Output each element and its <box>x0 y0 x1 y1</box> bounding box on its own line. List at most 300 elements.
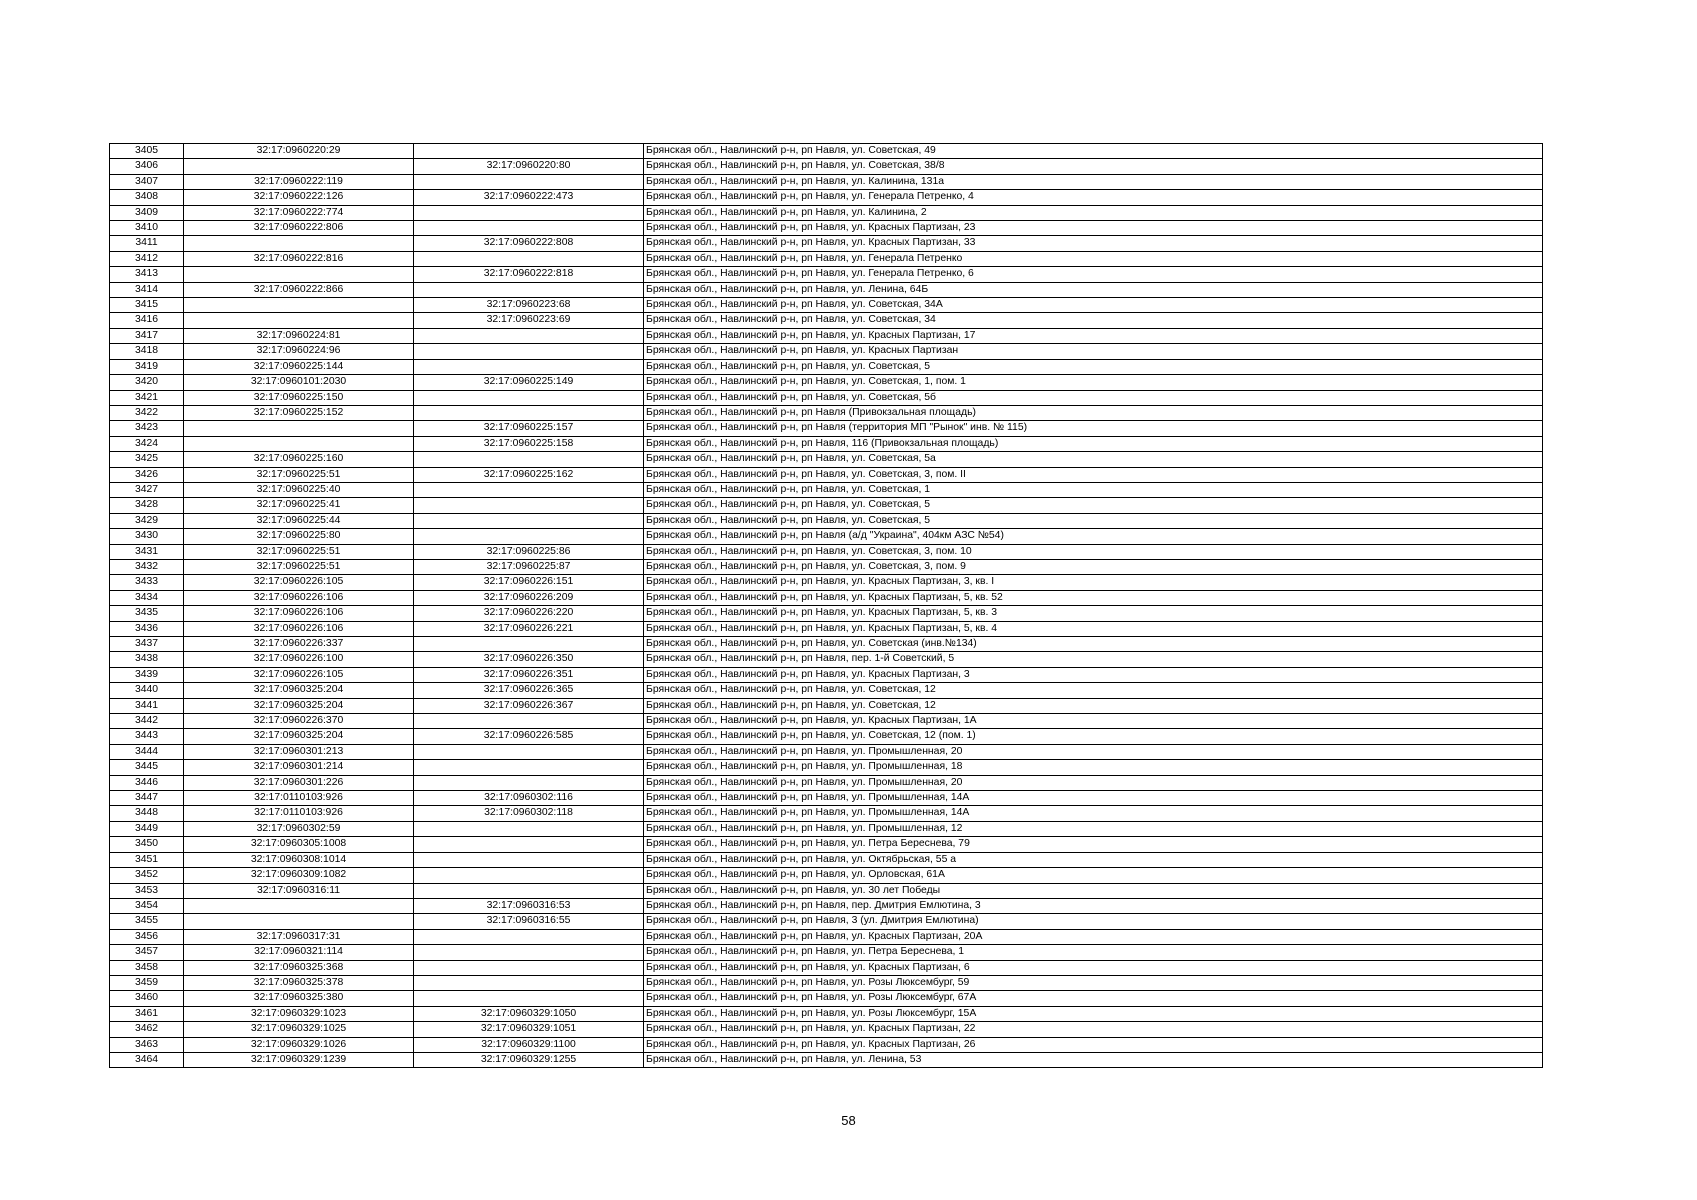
table-row <box>110 375 1543 390</box>
table-row <box>110 652 1543 667</box>
address-cell: Брянская обл., Навлинский р-н, рп Навля, ул. Орловская, 61А <box>644 868 1543 883</box>
row-number-cell: 3426 <box>110 467 184 482</box>
address-cell: Брянская обл., Навлинский р-н, рп Навля, ул. Генерала Петренко, 6 <box>644 267 1543 282</box>
row-number-cell: 3432 <box>110 559 184 574</box>
address-cell: Брянская обл., Навлинский р-н, рп Навля, ул. Советская, 1, пом. 1 <box>644 375 1543 390</box>
address-cell: Брянская обл., Навлинский р-н, рп Навля, ул. Советская, 5 <box>644 513 1543 528</box>
row-number-cell: 3421 <box>110 390 184 405</box>
row-number-cell: 3405 <box>110 144 184 159</box>
cadastral-number-cell <box>184 436 414 451</box>
row-number-cell: 3446 <box>110 775 184 790</box>
table-row <box>110 698 1543 713</box>
cadastral-number-cell: 32:17:0960226:105 <box>184 667 414 682</box>
linked-cadastral-number-cell <box>414 945 644 960</box>
address-cell: Брянская обл., Навлинский р-н, рп Навля, ул. Генерала Петренко <box>644 251 1543 266</box>
cadastral-number-cell: 32:17:0960222:816 <box>184 251 414 266</box>
address-cell: Брянская обл., Навлинский р-н, рп Навля, ул. Красных Партизан <box>644 344 1543 359</box>
table-row <box>110 806 1543 821</box>
linked-cadastral-number-cell <box>414 960 644 975</box>
cadastral-number-cell: 32:17:0960224:81 <box>184 328 414 343</box>
row-number-cell: 3463 <box>110 1037 184 1052</box>
table-row <box>110 775 1543 790</box>
address-cell: Брянская обл., Навлинский р-н, рп Навля, ул. Красных Партизан, 17 <box>644 328 1543 343</box>
table-row <box>110 421 1543 436</box>
table-row <box>110 174 1543 189</box>
cadastral-number-cell: 32:17:0960225:51 <box>184 544 414 559</box>
table-row <box>110 683 1543 698</box>
address-cell: Брянская обл., Навлинский р-н, рп Навля, ул. Калинина, 131а <box>644 174 1543 189</box>
address-cell: Брянская обл., Навлинский р-н, рп Навля, ул. Красных Партизан, 33 <box>644 236 1543 251</box>
table-row <box>110 714 1543 729</box>
row-number-cell: 3456 <box>110 929 184 944</box>
row-number-cell: 3429 <box>110 513 184 528</box>
address-cell: Брянская обл., Навлинский р-н, рп Навля, ул. Красных Партизан, 5, кв. 4 <box>644 621 1543 636</box>
cadastral-number-cell: 32:17:0110103:926 <box>184 791 414 806</box>
cadastral-number-cell: 32:17:0960226:370 <box>184 714 414 729</box>
cadastral-number-cell <box>184 236 414 251</box>
table-row <box>110 991 1543 1006</box>
linked-cadastral-number-cell: 32:17:0960223:68 <box>414 298 644 313</box>
linked-cadastral-number-cell: 32:17:0960225:157 <box>414 421 644 436</box>
address-cell: Брянская обл., Навлинский р-н, рп Навля (Привокзальная площадь) <box>644 405 1543 420</box>
table-row <box>110 744 1543 759</box>
table-row <box>110 282 1543 297</box>
row-number-cell: 3455 <box>110 914 184 929</box>
linked-cadastral-number-cell: 32:17:0960225:162 <box>414 467 644 482</box>
linked-cadastral-number-cell <box>414 991 644 1006</box>
linked-cadastral-number-cell: 32:17:0960329:1051 <box>414 1022 644 1037</box>
table-row <box>110 606 1543 621</box>
cadastral-number-cell: 32:17:0960301:214 <box>184 760 414 775</box>
cadastral-number-cell: 32:17:0960225:44 <box>184 513 414 528</box>
linked-cadastral-number-cell <box>414 221 644 236</box>
cadastral-number-cell <box>184 298 414 313</box>
address-cell: Брянская обл., Навлинский р-н, рп Навля, ул. Розы Люксембург, 15А <box>644 1006 1543 1021</box>
cadastral-number-cell: 32:17:0960325:204 <box>184 729 414 744</box>
table-row <box>110 359 1543 374</box>
linked-cadastral-number-cell: 32:17:0960226:350 <box>414 652 644 667</box>
cadastral-number-cell: 32:17:0960225:152 <box>184 405 414 420</box>
address-cell: Брянская обл., Навлинский р-н, рп Навля, 116 (Привокзальная площадь) <box>644 436 1543 451</box>
address-cell: Брянская обл., Навлинский р-н, рп Навля, ул. Советская, 12 <box>644 698 1543 713</box>
table-row <box>110 190 1543 205</box>
address-cell: Брянская обл., Навлинский р-н, рп Навля, ул. Промышленная, 20 <box>644 744 1543 759</box>
row-number-cell: 3420 <box>110 375 184 390</box>
linked-cadastral-number-cell <box>414 359 644 374</box>
cadastral-number-cell: 32:17:0960225:80 <box>184 529 414 544</box>
row-number-cell: 3445 <box>110 760 184 775</box>
table-row <box>110 975 1543 990</box>
row-number-cell: 3412 <box>110 251 184 266</box>
cadastral-number-cell: 32:17:0960302:59 <box>184 821 414 836</box>
table-row <box>110 144 1543 159</box>
address-cell: Брянская обл., Навлинский р-н, рп Навля, ул. Красных Партизан, 6 <box>644 960 1543 975</box>
linked-cadastral-number-cell <box>414 282 644 297</box>
table-row <box>110 898 1543 913</box>
address-cell: Брянская обл., Навлинский р-н, рп Навля, ул. Советская, 34 <box>644 313 1543 328</box>
cadastral-number-cell: 32:17:0960222:866 <box>184 282 414 297</box>
cadastral-number-cell: 32:17:0960308:1014 <box>184 852 414 867</box>
address-cell: Брянская обл., Навлинский р-н, рп Навля, ул. Советская, 3, пом. 10 <box>644 544 1543 559</box>
row-number-cell: 3437 <box>110 637 184 652</box>
table-row <box>110 236 1543 251</box>
table-row <box>110 221 1543 236</box>
table-row <box>110 760 1543 775</box>
address-cell: Брянская обл., Навлинский р-н, рп Навля, ул. Советская, 5 <box>644 498 1543 513</box>
row-number-cell: 3417 <box>110 328 184 343</box>
linked-cadastral-number-cell: 32:17:0960329:1100 <box>414 1037 644 1052</box>
linked-cadastral-number-cell <box>414 405 644 420</box>
row-number-cell: 3462 <box>110 1022 184 1037</box>
table-row <box>110 1022 1543 1037</box>
table-row <box>110 298 1543 313</box>
address-cell: Брянская обл., Навлинский р-н, рп Навля, ул. Советская, 38/8 <box>644 159 1543 174</box>
address-cell: Брянская обл., Навлинский р-н, рп Навля, ул. Советская (инв.№134) <box>644 637 1543 652</box>
address-cell: Брянская обл., Навлинский р-н, рп Навля, ул. Петра Береснева, 1 <box>644 945 1543 960</box>
linked-cadastral-number-cell: 32:17:0960226:585 <box>414 729 644 744</box>
cadastral-number-cell <box>184 313 414 328</box>
row-number-cell: 3458 <box>110 960 184 975</box>
linked-cadastral-number-cell: 32:17:0960225:86 <box>414 544 644 559</box>
cadastral-number-cell: 32:17:0960101:2030 <box>184 375 414 390</box>
linked-cadastral-number-cell <box>414 852 644 867</box>
linked-cadastral-number-cell: 32:17:0960226:220 <box>414 606 644 621</box>
linked-cadastral-number-cell <box>414 868 644 883</box>
table-row <box>110 405 1543 420</box>
linked-cadastral-number-cell: 32:17:0960316:53 <box>414 898 644 913</box>
address-cell: Брянская обл., Навлинский р-н, рп Навля, ул. Петра Береснева, 79 <box>644 837 1543 852</box>
table-row <box>110 1052 1543 1067</box>
linked-cadastral-number-cell <box>414 205 644 220</box>
address-cell: Брянская обл., Навлинский р-н, рп Навля, ул. Советская, 12 (пом. 1) <box>644 729 1543 744</box>
row-number-cell: 3422 <box>110 405 184 420</box>
row-number-cell: 3438 <box>110 652 184 667</box>
address-cell: Брянская обл., Навлинский р-н, рп Навля, ул. Розы Люксембург, 67А <box>644 991 1543 1006</box>
cadastral-number-cell: 32:17:0960226:100 <box>184 652 414 667</box>
table-row <box>110 883 1543 898</box>
cadastral-number-cell: 32:17:0960225:150 <box>184 390 414 405</box>
address-cell: Брянская обл., Навлинский р-н, рп Навля, ул. Советская, 5а <box>644 452 1543 467</box>
table-row <box>110 791 1543 806</box>
row-number-cell: 3435 <box>110 606 184 621</box>
table-row <box>110 205 1543 220</box>
table-row <box>110 344 1543 359</box>
row-number-cell: 3457 <box>110 945 184 960</box>
table-row <box>110 267 1543 282</box>
linked-cadastral-number-cell <box>414 251 644 266</box>
property-registry-table <box>109 143 1543 1068</box>
table-row <box>110 729 1543 744</box>
cadastral-number-cell: 32:17:0960225:40 <box>184 482 414 497</box>
table-row <box>110 328 1543 343</box>
linked-cadastral-number-cell: 32:17:0960222:818 <box>414 267 644 282</box>
cadastral-number-cell: 32:17:0960329:1026 <box>184 1037 414 1052</box>
address-cell: Брянская обл., Навлинский р-н, рп Навля, ул. Советская, 3, пом. II <box>644 467 1543 482</box>
row-number-cell: 3454 <box>110 898 184 913</box>
cadastral-number-cell: 32:17:0960329:1023 <box>184 1006 414 1021</box>
table-row <box>110 945 1543 960</box>
table-row <box>110 621 1543 636</box>
cadastral-number-cell <box>184 267 414 282</box>
cadastral-number-cell: 32:17:0960325:378 <box>184 975 414 990</box>
cadastral-number-cell: 32:17:0960225:144 <box>184 359 414 374</box>
cadastral-number-cell: 32:17:0960317:31 <box>184 929 414 944</box>
cadastral-number-cell: 32:17:0960325:204 <box>184 683 414 698</box>
linked-cadastral-number-cell <box>414 929 644 944</box>
row-number-cell: 3427 <box>110 482 184 497</box>
address-cell: Брянская обл., Навлинский р-н, рп Навля, ул. Советская, 3, пом. 9 <box>644 559 1543 574</box>
cadastral-number-cell: 32:17:0960301:213 <box>184 744 414 759</box>
linked-cadastral-number-cell: 32:17:0960329:1255 <box>414 1052 644 1067</box>
row-number-cell: 3436 <box>110 621 184 636</box>
row-number-cell: 3450 <box>110 837 184 852</box>
table-row <box>110 914 1543 929</box>
row-number-cell: 3451 <box>110 852 184 867</box>
linked-cadastral-number-cell: 32:17:0960226:365 <box>414 683 644 698</box>
row-number-cell: 3442 <box>110 714 184 729</box>
row-number-cell: 3448 <box>110 806 184 821</box>
cadastral-number-cell: 32:17:0960220:29 <box>184 144 414 159</box>
cadastral-number-cell <box>184 159 414 174</box>
cadastral-number-cell <box>184 421 414 436</box>
address-cell: Брянская обл., Навлинский р-н, рп Навля, ул. Советская, 1 <box>644 482 1543 497</box>
linked-cadastral-number-cell <box>414 975 644 990</box>
row-number-cell: 3431 <box>110 544 184 559</box>
address-cell: Брянская обл., Навлинский р-н, рп Навля, ул. Октябрьская, 55 а <box>644 852 1543 867</box>
linked-cadastral-number-cell <box>414 821 644 836</box>
row-number-cell: 3408 <box>110 190 184 205</box>
table-row <box>110 498 1543 513</box>
row-number-cell: 3415 <box>110 298 184 313</box>
table-row <box>110 868 1543 883</box>
address-cell: Брянская обл., Навлинский р-н, рп Навля, пер. Дмитрия Емлютина, 3 <box>644 898 1543 913</box>
row-number-cell: 3413 <box>110 267 184 282</box>
cadastral-number-cell: 32:17:0960316:11 <box>184 883 414 898</box>
linked-cadastral-number-cell: 32:17:0960226:367 <box>414 698 644 713</box>
table-row <box>110 1006 1543 1021</box>
linked-cadastral-number-cell: 32:17:0960329:1050 <box>414 1006 644 1021</box>
cadastral-number-cell: 32:17:0960226:106 <box>184 621 414 636</box>
cadastral-number-cell: 32:17:0960301:226 <box>184 775 414 790</box>
address-cell: Брянская обл., Навлинский р-н, рп Навля, ул. Генерала Петренко, 4 <box>644 190 1543 205</box>
address-cell: Брянская обл., Навлинский р-н, рп Навля, ул. Красных Партизан, 22 <box>644 1022 1543 1037</box>
cadastral-number-cell: 32:17:0960222:806 <box>184 221 414 236</box>
row-number-cell: 3409 <box>110 205 184 220</box>
table-row <box>110 452 1543 467</box>
address-cell: Брянская обл., Навлинский р-н, рп Навля, ул. Советская, 12 <box>644 683 1543 698</box>
linked-cadastral-number-cell: 32:17:0960226:209 <box>414 590 644 605</box>
address-cell: Брянская обл., Навлинский р-н, рп Навля, ул. Промышленная, 18 <box>644 760 1543 775</box>
address-cell: Брянская обл., Навлинский р-н, рп Навля, ул. Розы Люксембург, 59 <box>644 975 1543 990</box>
cadastral-number-cell: 32:17:0960226:337 <box>184 637 414 652</box>
table-row <box>110 544 1543 559</box>
address-cell: Брянская обл., Навлинский р-н, рп Навля (территория МП "Рынок" инв. № 115) <box>644 421 1543 436</box>
address-cell: Брянская обл., Навлинский р-н, рп Навля, ул. Красных Партизан, 5, кв. 3 <box>644 606 1543 621</box>
cadastral-number-cell: 32:17:0960225:51 <box>184 467 414 482</box>
address-cell: Брянская обл., Навлинский р-н, рп Навля, ул. Красных Партизан, 5, кв. 52 <box>644 590 1543 605</box>
cadastral-number-cell: 32:17:0960321:114 <box>184 945 414 960</box>
row-number-cell: 3418 <box>110 344 184 359</box>
row-number-cell: 3419 <box>110 359 184 374</box>
linked-cadastral-number-cell: 32:17:0960220:80 <box>414 159 644 174</box>
row-number-cell: 3407 <box>110 174 184 189</box>
linked-cadastral-number-cell: 32:17:0960225:158 <box>414 436 644 451</box>
linked-cadastral-number-cell <box>414 390 644 405</box>
cadastral-number-cell: 32:17:0960225:41 <box>184 498 414 513</box>
cadastral-number-cell: 32:17:0960325:204 <box>184 698 414 713</box>
row-number-cell: 3441 <box>110 698 184 713</box>
row-number-cell: 3443 <box>110 729 184 744</box>
address-cell: Брянская обл., Навлинский р-н, рп Навля, ул. Калинина, 2 <box>644 205 1543 220</box>
cadastral-number-cell <box>184 914 414 929</box>
table-row <box>110 667 1543 682</box>
linked-cadastral-number-cell <box>414 837 644 852</box>
address-cell: Брянская обл., Навлинский р-н, рп Навля, ул. Советская, 34А <box>644 298 1543 313</box>
cadastral-number-cell: 32:17:0960224:96 <box>184 344 414 359</box>
linked-cadastral-number-cell <box>414 174 644 189</box>
row-number-cell: 3440 <box>110 683 184 698</box>
row-number-cell: 3449 <box>110 821 184 836</box>
table-row <box>110 559 1543 574</box>
cadastral-number-cell: 32:17:0960222:119 <box>184 174 414 189</box>
table-row <box>110 467 1543 482</box>
row-number-cell: 3459 <box>110 975 184 990</box>
address-cell: Брянская обл., Навлинский р-н, рп Навля, ул. Красных Партизан, 3 <box>644 667 1543 682</box>
address-cell: Брянская обл., Навлинский р-н, рп Навля, ул. Красных Партизан, 23 <box>644 221 1543 236</box>
row-number-cell: 3425 <box>110 452 184 467</box>
row-number-cell: 3410 <box>110 221 184 236</box>
linked-cadastral-number-cell: 32:17:0960225:149 <box>414 375 644 390</box>
table-row <box>110 482 1543 497</box>
row-number-cell: 3464 <box>110 1052 184 1067</box>
linked-cadastral-number-cell: 32:17:0960225:87 <box>414 559 644 574</box>
table-row <box>110 529 1543 544</box>
linked-cadastral-number-cell <box>414 482 644 497</box>
cadastral-number-cell: 32:17:0960309:1082 <box>184 868 414 883</box>
address-cell: Брянская обл., Навлинский р-н, рп Навля, ул. Промышленная, 12 <box>644 821 1543 836</box>
table-row <box>110 852 1543 867</box>
linked-cadastral-number-cell <box>414 344 644 359</box>
row-number-cell: 3430 <box>110 529 184 544</box>
table-row <box>110 837 1543 852</box>
linked-cadastral-number-cell: 32:17:0960302:116 <box>414 791 644 806</box>
table-row <box>110 251 1543 266</box>
linked-cadastral-number-cell <box>414 637 644 652</box>
row-number-cell: 3460 <box>110 991 184 1006</box>
address-cell: Брянская обл., Навлинский р-н, рп Навля, 3 (ул. Дмитрия Емлютина) <box>644 914 1543 929</box>
registry-table-body <box>110 144 1543 1068</box>
linked-cadastral-number-cell <box>414 452 644 467</box>
row-number-cell: 3433 <box>110 575 184 590</box>
table-row <box>110 590 1543 605</box>
linked-cadastral-number-cell <box>414 714 644 729</box>
row-number-cell: 3452 <box>110 868 184 883</box>
address-cell: Брянская обл., Навлинский р-н, рп Навля, ул. Промышленная, 20 <box>644 775 1543 790</box>
table-row <box>110 390 1543 405</box>
address-cell: Брянская обл., Навлинский р-н, рп Навля, ул. Красных Партизан, 1А <box>644 714 1543 729</box>
linked-cadastral-number-cell <box>414 513 644 528</box>
linked-cadastral-number-cell <box>414 760 644 775</box>
linked-cadastral-number-cell <box>414 883 644 898</box>
cadastral-number-cell: 32:17:0960222:774 <box>184 205 414 220</box>
cadastral-number-cell: 32:17:0110103:926 <box>184 806 414 821</box>
row-number-cell: 3414 <box>110 282 184 297</box>
address-cell: Брянская обл., Навлинский р-н, рп Навля, ул. Советская, 5 <box>644 359 1543 374</box>
linked-cadastral-number-cell: 32:17:0960226:221 <box>414 621 644 636</box>
address-cell: Брянская обл., Навлинский р-н, рп Навля, ул. Красных Партизан, 26 <box>644 1037 1543 1052</box>
cadastral-number-cell: 32:17:0960226:105 <box>184 575 414 590</box>
row-number-cell: 3453 <box>110 883 184 898</box>
cadastral-number-cell: 32:17:0960226:106 <box>184 606 414 621</box>
cadastral-number-cell: 32:17:0960225:51 <box>184 559 414 574</box>
cadastral-number-cell: 32:17:0960225:160 <box>184 452 414 467</box>
row-number-cell: 3434 <box>110 590 184 605</box>
table-row <box>110 313 1543 328</box>
address-cell: Брянская обл., Навлинский р-н, рп Навля, ул. Промышленная, 14А <box>644 791 1543 806</box>
row-number-cell: 3428 <box>110 498 184 513</box>
linked-cadastral-number-cell <box>414 775 644 790</box>
row-number-cell: 3461 <box>110 1006 184 1021</box>
address-cell: Брянская обл., Навлинский р-н, рп Навля, пер. 1-й Советский, 5 <box>644 652 1543 667</box>
linked-cadastral-number-cell: 32:17:0960223:69 <box>414 313 644 328</box>
address-cell: Брянская обл., Навлинский р-н, рп Навля, ул. Ленина, 53 <box>644 1052 1543 1067</box>
table-row <box>110 159 1543 174</box>
linked-cadastral-number-cell: 32:17:0960226:351 <box>414 667 644 682</box>
address-cell: Брянская обл., Навлинский р-н, рп Навля, ул. 30 лет Победы <box>644 883 1543 898</box>
linked-cadastral-number-cell <box>414 144 644 159</box>
row-number-cell: 3447 <box>110 791 184 806</box>
row-number-cell: 3444 <box>110 744 184 759</box>
table-row <box>110 1037 1543 1052</box>
row-number-cell: 3439 <box>110 667 184 682</box>
cadastral-number-cell: 32:17:0960305:1008 <box>184 837 414 852</box>
address-cell: Брянская обл., Навлинский р-н, рп Навля, ул. Красных Партизан, 20А <box>644 929 1543 944</box>
cadastral-number-cell: 32:17:0960325:368 <box>184 960 414 975</box>
address-cell: Брянская обл., Навлинский р-н, рп Навля, ул. Ленина, 64Б <box>644 282 1543 297</box>
row-number-cell: 3424 <box>110 436 184 451</box>
address-cell: Брянская обл., Навлинский р-н, рп Навля, ул. Красных Партизан, 3, кв. I <box>644 575 1543 590</box>
linked-cadastral-number-cell: 32:17:0960316:55 <box>414 914 644 929</box>
row-number-cell: 3411 <box>110 236 184 251</box>
linked-cadastral-number-cell <box>414 328 644 343</box>
row-number-cell: 3423 <box>110 421 184 436</box>
linked-cadastral-number-cell: 32:17:0960226:151 <box>414 575 644 590</box>
cadastral-number-cell: 32:17:0960222:126 <box>184 190 414 205</box>
cadastral-number-cell: 32:17:0960325:380 <box>184 991 414 1006</box>
row-number-cell: 3406 <box>110 159 184 174</box>
row-number-cell: 3416 <box>110 313 184 328</box>
table-row <box>110 821 1543 836</box>
cadastral-number-cell: 32:17:0960329:1239 <box>184 1052 414 1067</box>
cadastral-number-cell <box>184 898 414 913</box>
table-row <box>110 960 1543 975</box>
page-number: 58 <box>841 1113 856 1128</box>
cadastral-number-cell: 32:17:0960226:106 <box>184 590 414 605</box>
table-row <box>110 436 1543 451</box>
linked-cadastral-number-cell: 32:17:0960222:808 <box>414 236 644 251</box>
table-row <box>110 513 1543 528</box>
linked-cadastral-number-cell: 32:17:0960302:118 <box>414 806 644 821</box>
address-cell: Брянская обл., Навлинский р-н, рп Навля (а/д "Украина", 404км АЗС №54) <box>644 529 1543 544</box>
address-cell: Брянская обл., Навлинский р-н, рп Навля, ул. Советская, 49 <box>644 144 1543 159</box>
address-cell: Брянская обл., Навлинский р-н, рп Навля, ул. Промышленная, 14А <box>644 806 1543 821</box>
cadastral-number-cell: 32:17:0960329:1025 <box>184 1022 414 1037</box>
table-row <box>110 929 1543 944</box>
linked-cadastral-number-cell <box>414 529 644 544</box>
linked-cadastral-number-cell <box>414 744 644 759</box>
linked-cadastral-number-cell <box>414 498 644 513</box>
table-row <box>110 637 1543 652</box>
